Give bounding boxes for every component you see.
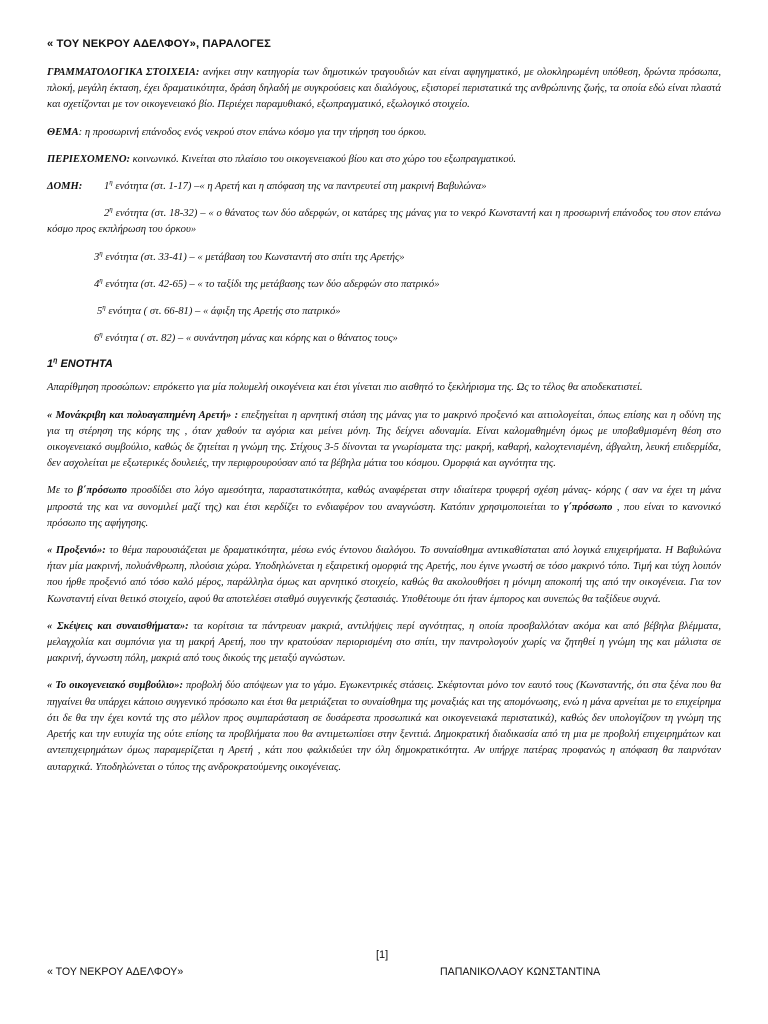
document-page [47,38,721,787]
structure-unit-3: $3^\eta$ ενότητα (στ. 33-41) – « μετάβαση του Κωνσταντή στο σπίτι της Αρετής» [94,249,405,263]
document-title: « ΤΟΥ ΝΕΚΡΟΥ ΑΔΕΛΦΟΥ», ΠΑΡΑΛΟΓΕΣ [47,38,271,50]
proxenio-paragraph: « Προξενιό»: το θέμα παρουσιάζεται με δραματικότητα, μέσω ενός έντονου διαλόγου. Το συναίσθημα αντικαθίσταται από λογικά επιχειρήματα. Η Βαβυλώνα ήταν μία μακρινή, πολυάνθρωπη, πλούσια χώρα. Υποδηλώνεται η εξαιρετική ομορφιά της Αρετής, που έγινε γνωστή σε τόσο μακρινό τόπο. Τιμή και τύχη λοιπόν που ήρθε προξενιό από τόσο καλό μέρος, παράλληλα όμως και αρνητικό στοιχείο, καθώς θα ακολουθήσει η μόνιμη αποκοπή της από την οικογένεια. Για τον Κωνσταντή είναι θετικό στοιχείο, αφού θα αποτελέσει σταθμό συγγενικής ζεστασιάς. Υποθέτουμε ότι ήταν έμπορος και συνεπώς θα ταξίδευε συχνά. [47,545,722,605]
family-council-label: « Το οικογενειακό συμβούλιο»: [47,680,184,692]
family-council-paragraph: « Το οικογενειακό συμβούλιο»: προβολή δύο απόψεων για το γάμο. Εγωκεντρικές στάσεις. Σκέφτονται μόνο τον εαυτό τους (Κωνσταντής, ότι στα ξένα που θα πηγαίνει θα υπάρχει κάποιο συγγενικό πρόσωπο και έτσι θα μετριάζεται το συναίσθημα της μοναξιάς και της απομόνωσης, ενώ η μάνα αρνείται με το επιχείρημα ότι δε θα την έχει κοντά της στο μέλλον προς συμπαράσταση σε δυσάρεστα προσωπικά και οικογενειακά περιστατικά), καθώς δεν υπολογίζουν τη γνώμη της Αρετής και την ευτυχία της ούτε επίσης τα προβλήματα που θα αντιμετωπίσει στην ξενιτιά. Δημοκρατική διαδικασία από τη μια με προβολή επιχειρημάτων και αντεπιχειρημάτων όμως παραμερίζεται η Αρετή , κάτι που φαλκιδεύει την όλη δημοκρατικότητα. Αν υπήρχε πατέρας προφανώς η απόφαση θα παιρνόταν αυταρχικά. Υποδηλώνεται ο τύπος της ανδροκρατούμενης οικογένειας. [47,680,721,773]
theme-paragraph [47,125,721,141]
content-paragraph [47,152,721,168]
areti-label: « Μονάκριβη και πολυαγαπημένη Αρετή» : [47,409,239,421]
thoughts-paragraph: « Σκέψεις και συναισθήματα»: τα κορίτσια τα πάντρευαν μακριά, αντιλήψεις περί αγνότητας, η οποία προσβαλλόταν ακόμα και από βέβηλα βλέμματα, μελαγχολία και συμπόνια για τη μακρή Αρετή, που την κρατούσαν περιορισμένη στο σπίτι, την παντρολογούν χωρίς να ζητηθεί η γνώμη της και μάλιστα σε μακρινή, άγνωστη πόλη, μακριά από τους δικούς της μεταξύ αγνώστων. [47,620,722,665]
areti-paragraph: « Μονάκριβη και πολυαγαπημένη Αρετή» : επεξηγείται η αρνητική στάση της μάνας για το μακρινό προξενιό και αιτιολογείται, όπως επίσης και η οδύνη της για τη στέρηση της κόρης της , όταν χαθούν τα αγόρια και μείνει μόνη. Της δείχνει αδυναμία. Είναι καλομαθημένη όμως με υποβαθμισμένη θέση στο οικογενειακό συμβούλιο, καθώς δε ζητείται η γνώμη της. Στίχους 3-5 δίνονται τα γνωρίσματα της: μακρή, καθαρή, καλοχτενισμένη, άβγαλτη, λευκή επιδερμίδα, δεν ασχολείται με εξωτερικές δουλειές, την περιφρουρούσαν από τα βέβηλα μάτια του κόσμου. Ομορφιά και αγνότητα της. [47,409,721,470]
literary-elements-paragraph [47,65,721,114]
page-number: [1] [376,949,389,961]
theme-text: : η προσωρινή επάνοδος ενός νεκρού στον επάνω κόσμο για την τήρηση του όρκου. [78,126,427,138]
persons-paragraph: Απαρίθμηση προσώπων: επρόκειτο για μία πολυμελή οικογένεια και έτσι γίνεται πιο αισθητό το ξεκλήρισμα της. Ως το τέλος θα αποδεκατιστεί. [47,382,643,394]
structure-unit-5: $5^\eta$ ενότητα ( στ. 66-81) – « άφιξη της Αρετής στο πατρικό» [97,303,341,318]
structure-unit-1: ΔΟΜΗ: $1^\eta$ ενότητα (στ. 1-17) –« η Αρετή και η απόφαση της να παντρευτεί στη μακρινή Βαβυλώνα» [47,179,721,195]
content-text: κοινωνικό. Κινείται στο πλαίσιο του οικογενειακού βίου και στο χώρο του εξωπραγματικού. [130,153,517,165]
literary-elements-label: ΓΡΑΜΜΑΤΟΛΟΓΙΚΑ ΣΤΟΙΧΕΙΑ: [47,67,200,78]
footer-author: ΠΑΠΑΝΙΚΟΛΑΟΥ ΚΩΝΣΤΑΝΤΙΝΑ [440,966,601,978]
content-label: ΠΕΡΙΕΧΟΜΕΝΟ: [47,153,130,165]
theme-label: ΘΕΜΑ [47,126,79,138]
structure-label: ΔΟΜΗ: [47,181,83,193]
section-heading: $1^\eta$ ΕΝΟΤΗΤΑ [47,357,113,371]
literary-elements-text: ανήκει στην κατηγορία των δημοτικών τραγουδιών και είναι αφηγηματικό, με ολοκληρωμένη υπόθεση, δρώντα πρόσωπα, πλοκή, μεγάλη έκταση, έχει δραματικότητα, δράση δηλαδή με συγκρούσεις και διαλόγους, εξιστορεί περιστατικά της ανθρώπινης ζωής, τα οποία εδώ είναι πλαστά και σχετίζονται με τον οικογενειακό βίο. Περιέχει παραμυθιακό, εξωπραγματικό, εξωλογικό στοιχείο. [47,67,721,111]
structure-unit-6: $6^\eta$ ενότητα ( στ. 82) – « συνάντηση μάνας και κόρης και ο θάνατος τους» [94,330,398,345]
person-paragraph: Με το β΄πρόσωπο προσδίδει στο λόγο αμεσότητα, παραστατικότητα, καθώς αναφέρεται στην ιδιαίτερα τρυφερή σχέση μάνας- κόρης ( σαν να έχει τη μάνα μπροστά της και να συνομιλεί μαζί της) και έτσι κερδίζει το ενδιαφέρον του αναγνώστη. Κατόπιν χρησιμοποιείται το γ΄πρόσωπο , που είναι το κανονικό πρόσωπο της αφήγησης. [47,485,721,529]
footer-title: « ΤΟΥ ΝΕΚΡΟΥ ΑΔΕΛΦΟΥ» [47,966,184,978]
structure-unit-4: $4^\eta$ ενότητα (στ. 42-65) – « το ταξίδι της μετάβασης των δύο αδερφών στο πατρικό» [94,276,440,290]
proxenio-label: « Προξενιό»: [47,545,106,557]
thoughts-label: « Σκέψεις και συναισθήματα»: [47,620,189,632]
structure-unit-2: $2^\eta$ ενότητα (στ. 18-32) – « ο θάνατος των δύο αδερφών, οι κατάρες της μάνας για το νεκρό Κωνσταντή και η προσωρινή επάνοδος του στον επάνω κόσμο προς εκπλήρωση του όρκου» [47,205,721,236]
